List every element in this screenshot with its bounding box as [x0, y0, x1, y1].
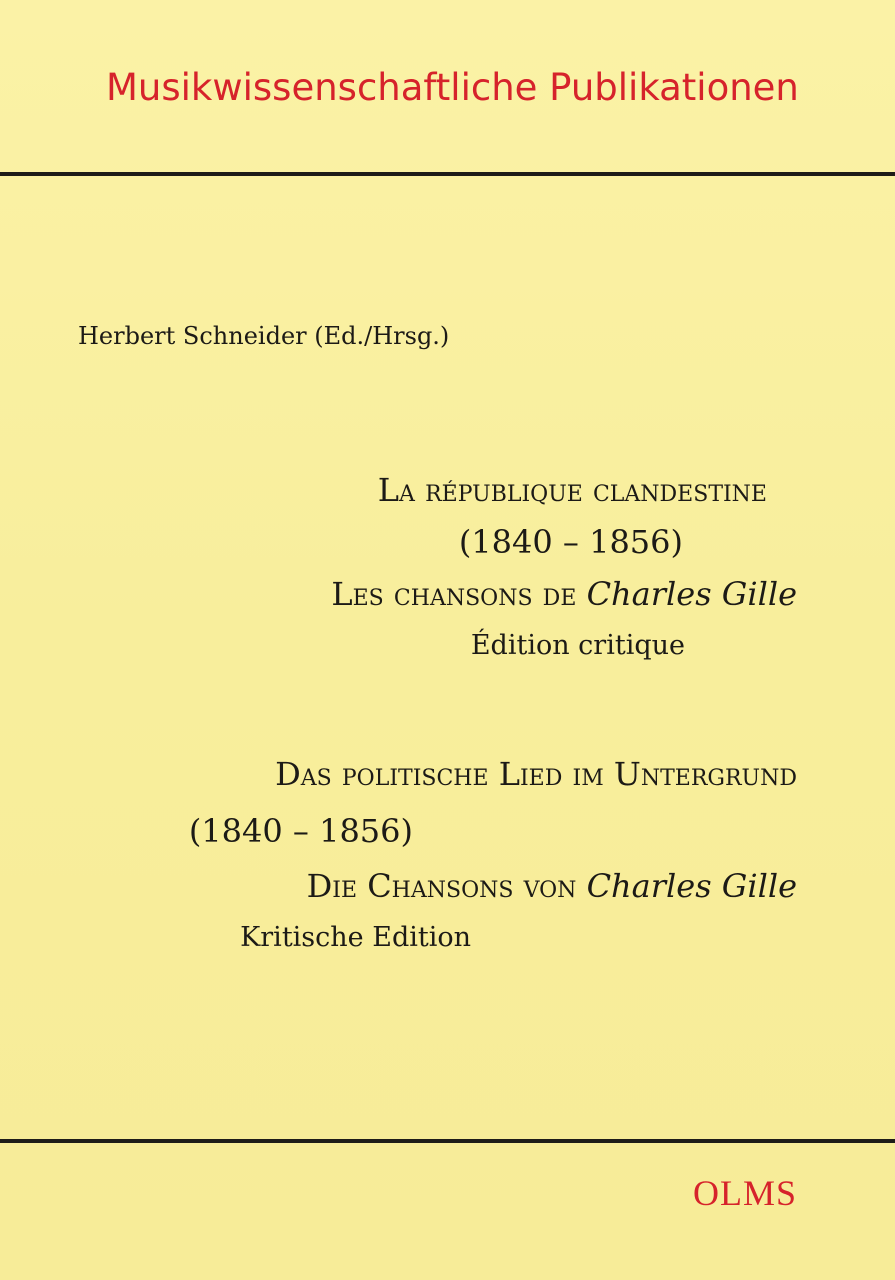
french-title: La république clandestine	[377, 471, 767, 509]
top-divider	[0, 172, 895, 176]
german-title: Das politische Lied im Untergrund	[275, 755, 797, 793]
french-years: (1840 – 1856)	[458, 523, 683, 561]
publisher-logo: OLMS	[692, 1173, 797, 1213]
german-subtitle	[306, 867, 797, 905]
editor-credit: Herbert Schneider (Ed./Hrsg.)	[78, 322, 450, 350]
german-subtitle-name: Charles Gille	[586, 867, 797, 905]
german-edition-label: Kritische Edition	[240, 922, 471, 953]
german-subtitle-prefix: Die Chansons von	[306, 867, 587, 905]
french-edition-label: Édition critique	[470, 630, 685, 661]
bottom-divider	[0, 1139, 895, 1143]
german-years: (1840 – 1856)	[188, 812, 413, 850]
french-subtitle-name: Charles Gille	[586, 575, 797, 613]
series-title: Musikwissenschaftliche Publikationen	[106, 66, 799, 109]
french-subtitle-prefix: Les chansons de	[331, 575, 587, 613]
french-subtitle	[331, 575, 797, 613]
